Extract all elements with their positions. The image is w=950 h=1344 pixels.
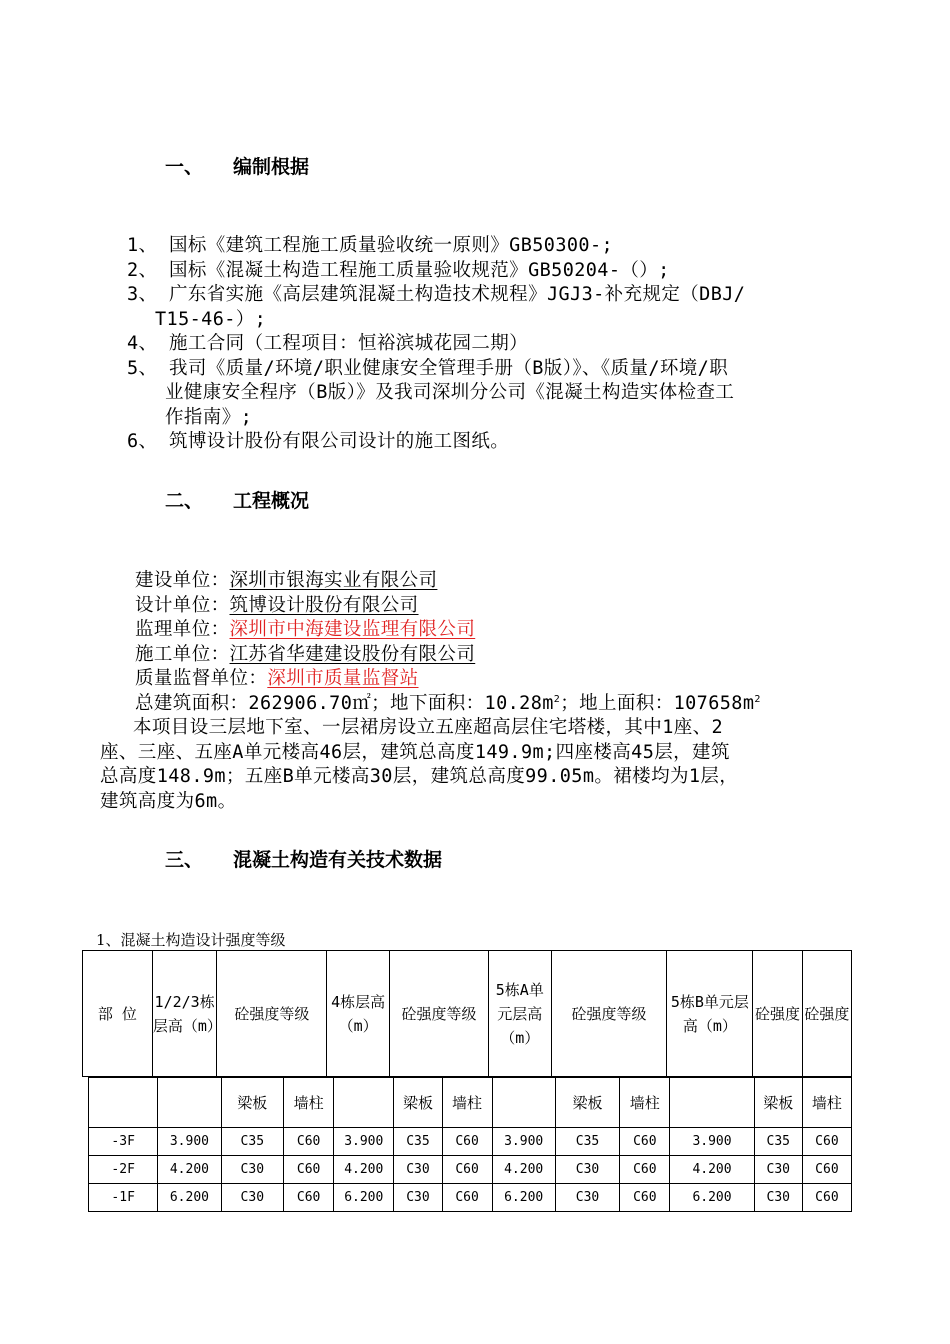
table-row: -2F 4.200 C30 C60 4.200 C30 C60 4.200 C30 C60 4.200 C30 C60	[89, 1156, 852, 1184]
header-cell: 砼强度	[802, 951, 851, 1077]
section-number: 二、	[165, 490, 204, 512]
project-description	[100, 716, 738, 814]
empty-cell	[334, 1078, 394, 1128]
quality-line: 质量监督单位：深圳市质量监督站	[135, 668, 419, 689]
header-cell: 部 位	[83, 951, 153, 1077]
header-cell: 5栋A单元层高（m）	[489, 951, 552, 1077]
header-cell: 砼强度等级	[551, 951, 667, 1077]
header-cell: 5栋B单元层高（m）	[667, 951, 753, 1077]
section-1-heading	[165, 152, 309, 179]
supervisor-name: 深圳市中海建设监理有限公司	[229, 619, 476, 640]
list-item: 4、 施工合同（工程项目：恒裕滨城花园二期）	[127, 333, 529, 354]
sub-header-cell: 墙柱	[284, 1078, 334, 1128]
list-item: 3、 广东省实施《高层建筑混凝土构造技术规程》JGJ3-补充规定（DBJ/	[127, 284, 746, 305]
list-item: 2、 国标《混凝土构造工程施工质量验收规范》GB50204-（）;	[127, 259, 670, 281]
sub-header-cell: 墙柱	[442, 1078, 492, 1128]
list-item-continued: 业健康安全程序（B版）》及我司深圳分公司《混凝土构造实体检查工	[165, 382, 735, 403]
list-item-continued: 作指南》;	[165, 406, 253, 428]
owner-name: 深圳市银海实业有限公司	[229, 570, 438, 591]
strength-table-header	[82, 950, 852, 1077]
sub-header-cell: 梁板	[754, 1078, 802, 1128]
section-3-heading	[165, 845, 442, 872]
supervisor-line: 监理单位：深圳市中海建设监理有限公司	[135, 619, 476, 640]
table-row: -1F 6.200 C30 C60 6.200 C30 C60 6.200 C30 C60 6.200 C30 C60	[89, 1184, 852, 1212]
empty-cell	[492, 1078, 555, 1128]
section-number: 三、	[165, 849, 204, 871]
section-title: 编制根据	[233, 156, 310, 178]
list-item-continued: T15-46-）;	[155, 308, 267, 330]
quality-station-name: 深圳市质量监督站	[267, 668, 419, 689]
list-item: 6、 筑博设计股份有限公司设计的施工图纸。	[127, 431, 510, 452]
description-line: 建筑高度为6m。	[100, 790, 237, 812]
sub-header-cell: 墙柱	[620, 1078, 670, 1128]
strength-table-body	[88, 1077, 852, 1212]
designer-name: 筑博设计股份有限公司	[229, 594, 419, 616]
description-line: 座、三座、五座A单元楼高46层，建筑总高度149.9m;四座楼高45层，建筑	[100, 741, 730, 763]
sub-header-cell: 梁板	[555, 1078, 620, 1128]
section-2-heading	[165, 486, 309, 513]
table-row: -3F 3.900 C35 C60 3.900 C35 C60 3.900 C35 C60 3.900 C35 C60	[89, 1128, 852, 1156]
header-cell: 4栋层高（m）	[327, 951, 390, 1077]
empty-cell	[89, 1078, 158, 1128]
designer-line: 设计单位：筑博设计股份有限公司	[135, 594, 419, 616]
list-item: 1、 国标《建筑工程施工质量验收统一原则》GB50300-;	[127, 235, 614, 256]
contractor-line: 施工单位：江苏省华建建设股份有限公司	[135, 643, 476, 665]
section-title: 混凝土构造有关技术数据	[233, 849, 443, 871]
header-cell: 砼强度	[753, 951, 802, 1077]
description-line: 本项目设三层地下室、一层裙房设立五座超高层住宅塔楼，其中1座、2	[133, 717, 724, 738]
empty-cell	[158, 1078, 221, 1128]
section-title: 工程概况	[233, 490, 310, 512]
header-cell: 1/2/3栋层高（m）	[152, 951, 217, 1077]
owner-line: 建设单位：深圳市银海实业有限公司	[135, 570, 438, 591]
list-item: 5、 我司《质量/环境/职业健康安全管理手册（B版）》、《质量/环境/职	[127, 357, 729, 379]
sub-header-cell: 梁板	[394, 1078, 442, 1128]
basis-list	[127, 234, 745, 455]
empty-cell	[670, 1078, 754, 1128]
table-caption: 1、混凝土构造设计强度等级	[96, 931, 286, 949]
header-cell: 砼强度等级	[389, 951, 488, 1077]
section-number: 一、	[165, 156, 204, 178]
area-line: 总建筑面积：262906.70㎡；地下面积：$10.28m^2$；地上面积：$107658m^2$	[135, 692, 761, 714]
header-cell: 砼强度等级	[217, 951, 327, 1077]
contractor-name: 江苏省华建建设股份有限公司	[229, 643, 476, 665]
sub-header-cell: 梁板	[221, 1078, 284, 1128]
project-units	[135, 569, 761, 716]
description-line: 总高度148.9m；五座B单元楼高30层，建筑总高度99.05m。裙楼均为1层，	[100, 766, 739, 787]
sub-header-cell: 墙柱	[802, 1078, 851, 1128]
